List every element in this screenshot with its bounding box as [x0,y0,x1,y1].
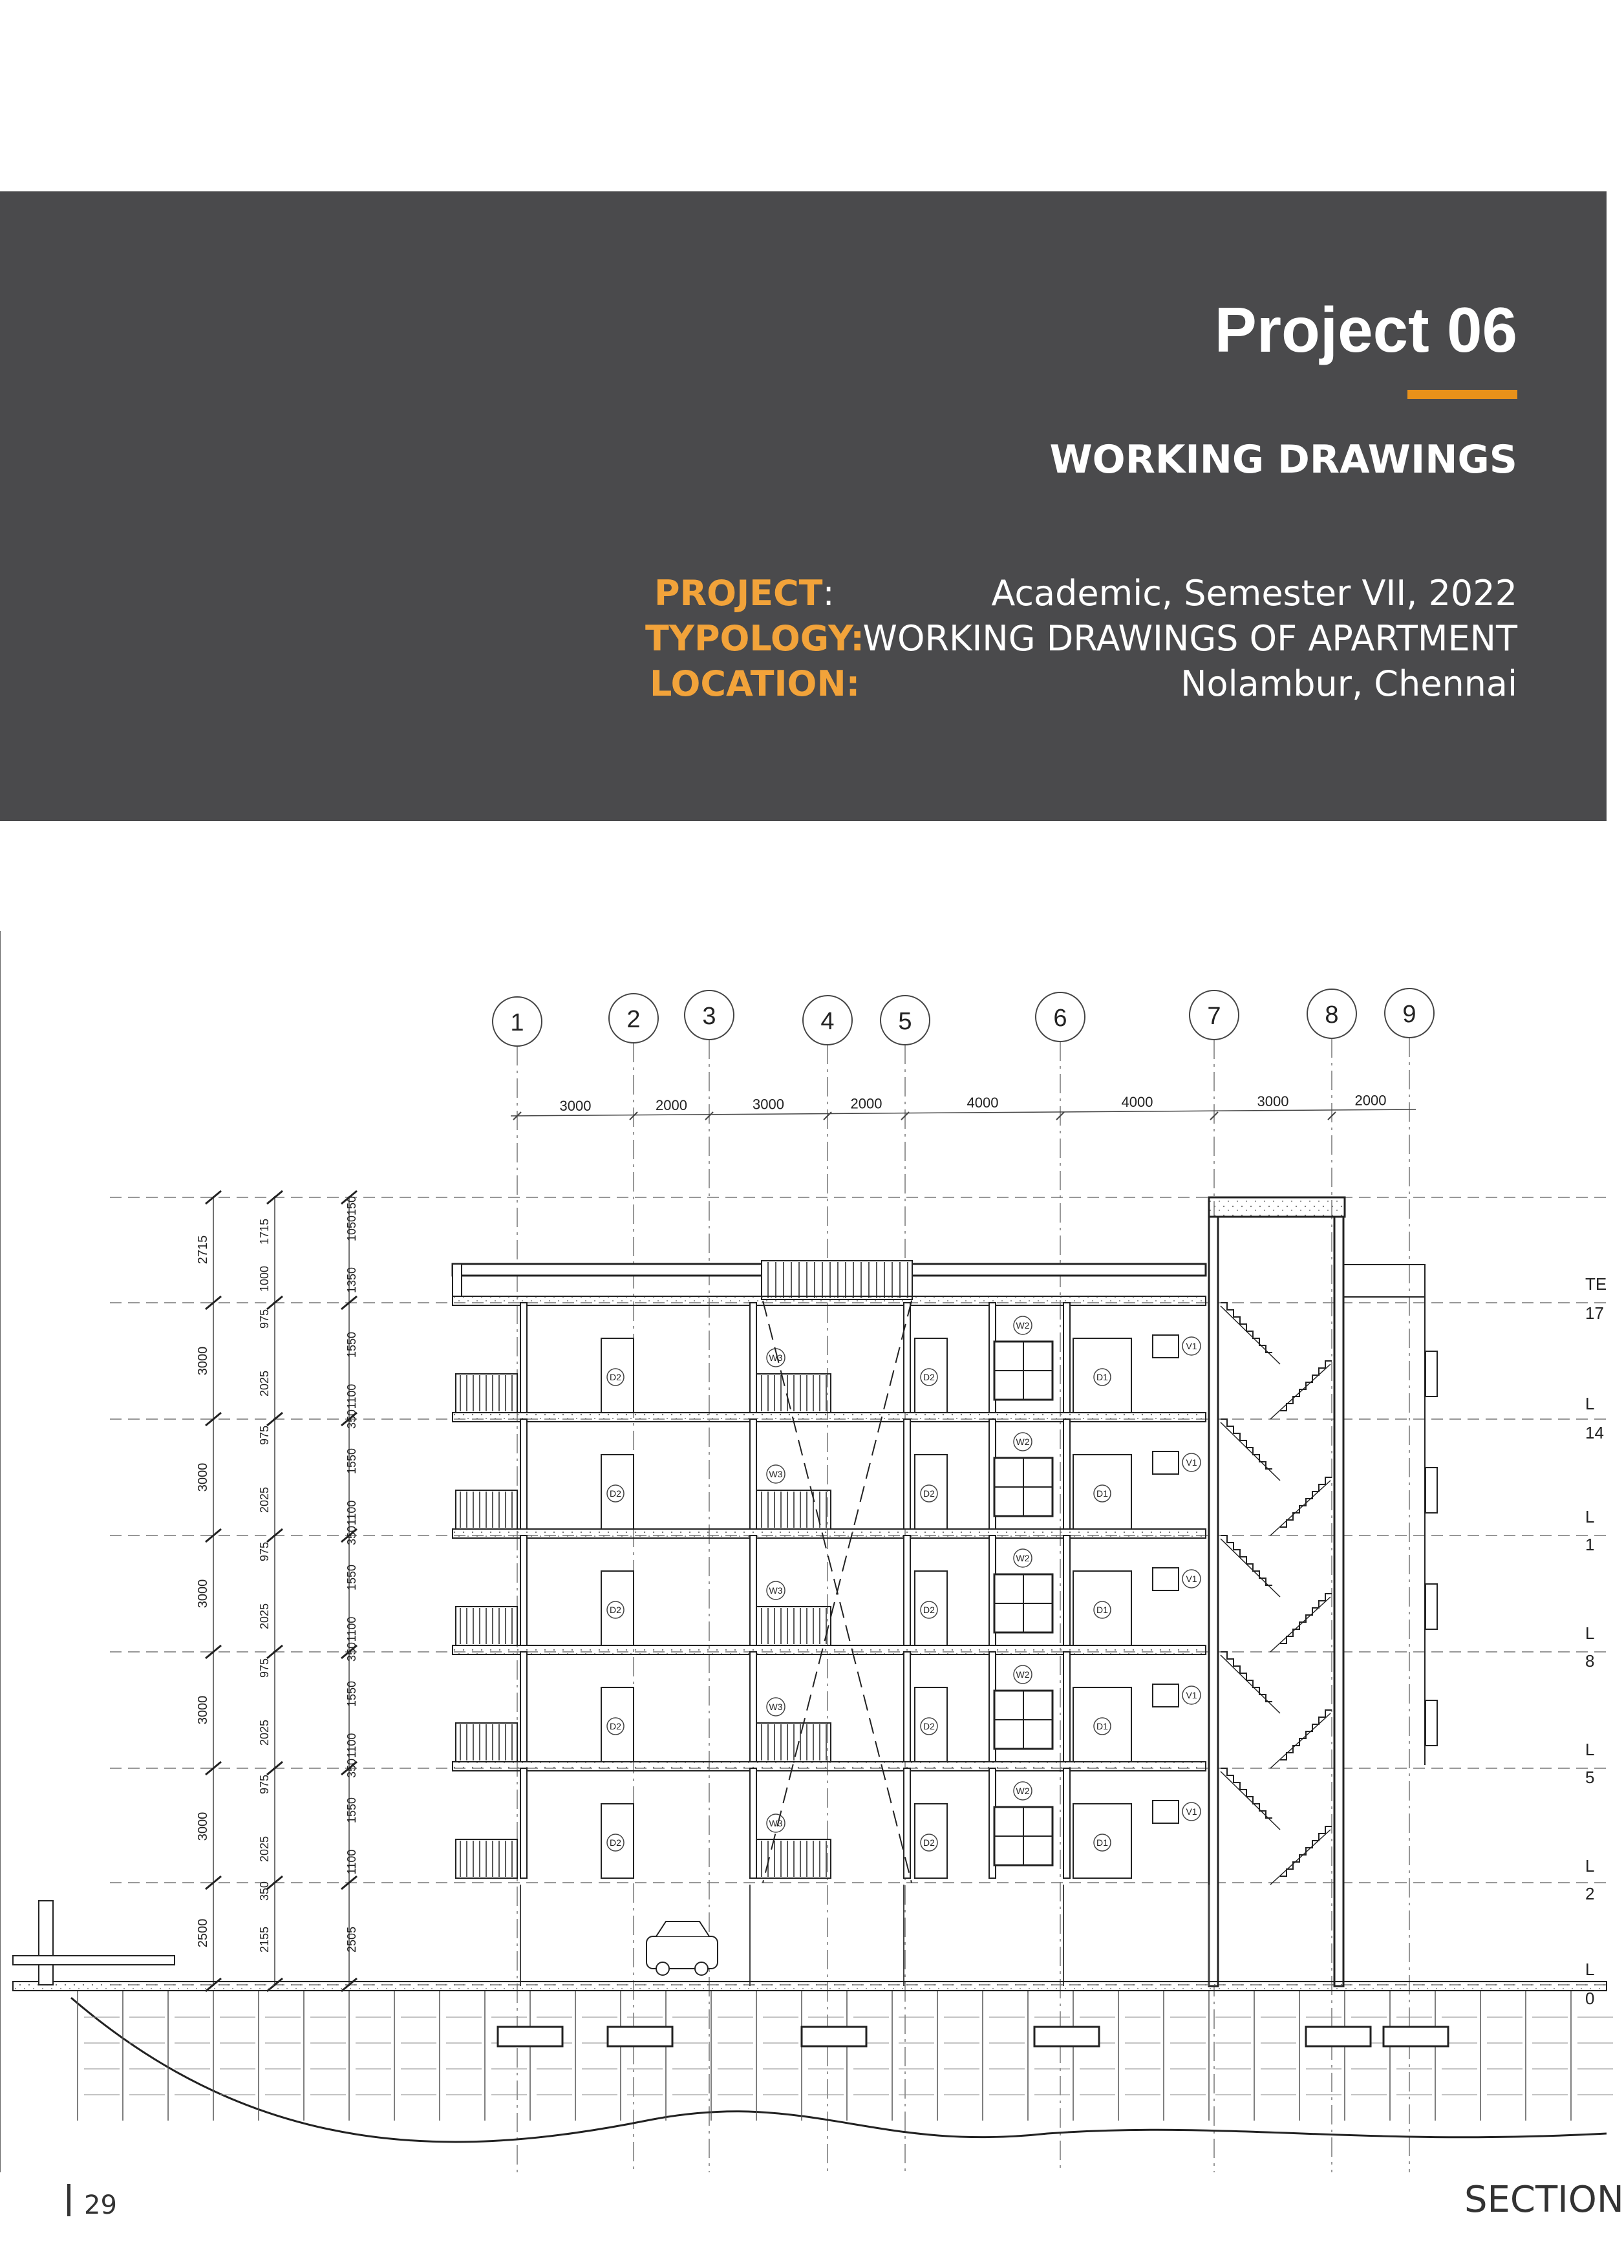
window-tag-label: W3 [769,1585,783,1596]
grid-bubble-label: 1 [510,1009,524,1036]
stair-tower-roof [1209,1197,1345,1217]
left-dimension-strings [196,1191,358,1991]
sub-dimension-label: 975 [258,1774,271,1795]
footing [1034,2027,1099,2046]
car [646,1936,718,1969]
stair-handrail [1221,1655,1280,1713]
sub-dimension-label: 975 [258,1309,271,1329]
ventilator [1153,1451,1179,1474]
wall [750,1535,756,1645]
level-label: 2 [1585,1884,1595,1903]
stair-handrail [1221,1306,1280,1364]
sub-dimension-label: 350 [345,1758,358,1779]
door-tag-label: D2 [923,1721,935,1731]
sub-dimension-label: 1100 [345,1616,358,1642]
info-value-typology: WORKING DRAWINGS OF APARTMENT [862,618,1517,659]
level-label: 17 [1585,1303,1604,1323]
stair-flight [1221,1303,1272,1353]
level-label: 8 [1585,1651,1595,1671]
floor-height-label: 2715 [196,1235,210,1265]
sub-dimension-label: 1100 [345,1384,358,1409]
wall [520,1419,527,1529]
sub-dimension-label: 2155 [258,1926,271,1953]
sub-dimension-label: 2025 [258,1603,271,1630]
info-label-typology: TYPOLOGY: [645,618,864,659]
side-window [1426,1351,1437,1396]
header-band [0,191,1607,821]
wall [520,1768,527,1878]
car-wheel [695,1962,708,1975]
sub-dimension-label: 2505 [345,1926,358,1953]
annex-roof [1343,1265,1425,1297]
ground-foundation [13,1901,1613,2142]
door-tag-label: D1 [1096,1488,1108,1499]
info-label-location: LOCATION: [650,663,860,704]
level-label: 14 [1585,1423,1604,1442]
wall [904,1303,910,1413]
page-number: 29 [84,2190,117,2220]
sub-dimension-label: 1100 [345,1849,358,1875]
grid-bubble-label: 6 [1053,1005,1067,1032]
footing [498,2027,562,2046]
wall [750,1303,756,1413]
footing [802,2027,866,2046]
sub-dimension-label: 2025 [258,1370,271,1397]
ground-profile [71,1998,1607,2142]
bay-dimension-label: 3000 [753,1096,784,1113]
level-label: L [1585,1394,1595,1413]
wall [750,1768,756,1878]
door-tag-label: D1 [1096,1837,1108,1848]
plinth-slab [13,1982,1607,1991]
wall [1063,1535,1070,1645]
level-label: 5 [1585,1768,1595,1787]
sub-dimension-label: 1050 [345,1215,358,1242]
bay-dimensions [511,1093,1416,1120]
building-section [453,1197,1437,1986]
sub-dimension-label: 975 [258,1541,271,1562]
door-tag-label: D2 [923,1837,935,1848]
door-tag-label: D2 [610,1721,621,1731]
wall [1063,1303,1070,1413]
side-window [1426,1584,1437,1629]
window-tag-label: W3 [769,1469,783,1479]
bay-dimension-label: 2000 [1354,1092,1387,1109]
stair-handrail [1270,1830,1330,1885]
window-tag-label: W3 [769,1702,783,1712]
sub-dimension-label: 2025 [258,1719,271,1746]
roof-railing [762,1261,912,1300]
stair-handrail [1270,1364,1330,1419]
sub-dimension-label: 1550 [345,1797,358,1824]
door-tag-label: D2 [610,1605,621,1615]
level-label: TE [1585,1274,1607,1294]
floor-height-label: 3000 [196,1695,210,1725]
sub-dimension-label: 1715 [258,1218,271,1245]
door-tag-label: D1 [1096,1721,1108,1731]
level-label: L [1585,1960,1595,1979]
sub-dimension-label: 350 [345,1525,358,1546]
sub-dimension-label: 150 [345,1195,358,1216]
stair-handrail [1221,1422,1280,1481]
sub-dimension-label: 975 [258,1425,271,1446]
floor-slab [453,1645,1206,1654]
floor-height-label: 3000 [196,1812,210,1841]
title-accent-rule [1407,390,1517,399]
dimension-line [511,1109,1416,1116]
vent-tag-label: V1 [1186,1457,1197,1468]
parapet [453,1264,462,1296]
window-tag-label: W2 [1016,1320,1030,1331]
wall [1063,1419,1070,1529]
ventilator [1153,1684,1179,1707]
ventilator [1153,1568,1179,1590]
sub-dimension-label: 1550 [345,1448,358,1475]
bay-dimension-label: 3000 [559,1098,592,1114]
info-label-project: PROJECT: [654,573,835,614]
window-tag-label: W2 [1016,1786,1030,1796]
stair-handrail [1221,1539,1280,1597]
door-tag-label: D2 [610,1488,621,1499]
vent-tag-label: V1 [1186,1690,1197,1700]
footing [1306,2027,1371,2046]
grid-bubble-label: 7 [1207,1003,1221,1030]
wall [520,1303,527,1413]
stair-flight [1221,1535,1272,1585]
door-tag-label: D2 [610,1372,621,1382]
stair-handrail [1270,1713,1330,1768]
stair-flight [1221,1768,1272,1818]
page-number-bar [67,2184,70,2216]
door-tag-label: D2 [923,1605,935,1615]
footing [608,2027,672,2046]
level-label: L [1585,1740,1595,1759]
sub-dimension-label: 2025 [258,1835,271,1863]
floor-slab [453,1413,1206,1422]
ventilator [1153,1801,1179,1823]
door-tag-label: D2 [923,1372,935,1382]
grid-bubble-label: 2 [626,1006,641,1033]
vent-tag-label: V1 [1186,1806,1197,1817]
info-value-project: Academic, Semester VII, 2022 [991,573,1517,614]
window-tag-label: W2 [1016,1553,1030,1563]
door-tag-label: D1 [1096,1372,1108,1382]
stair-tower-wall [1209,1217,1218,1986]
level-label: 1 [1585,1535,1595,1554]
side-window [1426,1700,1437,1746]
vent-tag-label: V1 [1186,1574,1197,1584]
sub-dimension-label: 350 [345,1642,358,1662]
floor-height-label: 3000 [196,1346,210,1376]
level-lines [110,1197,1607,1985]
floor-height-label: 3000 [196,1579,210,1609]
vent-tag-label: V1 [1186,1341,1197,1351]
sub-dimension-label: 2025 [258,1486,271,1514]
wall [904,1652,910,1762]
bay-dimension-label: 4000 [1121,1094,1153,1110]
floor-height-label: 3000 [196,1462,210,1492]
sub-dimension-label: 350 [345,1409,358,1429]
project-title: Project 06 [1214,294,1517,365]
sub-dimension-label: 1100 [345,1733,358,1759]
floor-slab [453,1762,1206,1771]
wall [904,1535,910,1645]
project-subtitle: WORKING DRAWINGS [1049,437,1517,482]
stair-handrail [1270,1481,1330,1535]
compound-wall [39,1901,53,1985]
stair-flight [1221,1652,1272,1702]
level-label: L [1585,1507,1595,1526]
floor-slab [453,1529,1206,1538]
wall [904,1768,910,1878]
level-label: L [1585,1623,1595,1643]
section-label: SECTION [1464,2179,1624,2221]
wall [1063,1768,1070,1878]
door-tag-label: D2 [923,1488,935,1499]
window-tag-label: W2 [1016,1437,1030,1447]
level-label: L [1585,1856,1595,1876]
stair-flight [1221,1419,1272,1469]
sub-dimension-label: 1000 [258,1265,271,1292]
grid-bubble-label: 8 [1325,1001,1339,1029]
sub-dimension-label: 1100 [345,1500,358,1526]
side-window [1426,1468,1437,1513]
stair-handrail [1221,1771,1280,1830]
footing [1384,2027,1448,2046]
wall [750,1419,756,1529]
car-roof [656,1921,709,1936]
wall [1063,1652,1070,1762]
sub-dimension-label: 1350 [345,1267,358,1294]
wall [904,1419,910,1529]
sub-dimension-label: 1550 [345,1680,358,1707]
window-tag-label: W2 [1016,1669,1030,1680]
bay-dimension-label: 4000 [967,1095,999,1111]
stair-tower-wall [1334,1217,1343,1986]
car-wheel [656,1962,669,1975]
floor-height-label: 2500 [196,1918,210,1948]
wall [520,1535,527,1645]
sub-dimension-label: 975 [258,1658,271,1678]
grid-bubble-label: 5 [898,1008,912,1035]
window-tag-label: W3 [769,1818,783,1828]
info-value-location: Nolambur, Chennai [1181,663,1517,704]
sub-dimension-label: 350 [258,1881,271,1901]
sub-dimension-label: 1550 [345,1564,358,1591]
ventilator [1153,1335,1179,1358]
door-tag-label: D2 [610,1837,621,1848]
gate-step [13,1956,175,1965]
sub-dimension-label: 1550 [345,1331,358,1358]
grid-bubble-label: 9 [1402,1001,1416,1028]
level-label: 0 [1585,1989,1595,2008]
wall [520,1652,527,1762]
section-drawing [0,905,1607,2172]
bay-dimension-label: 2000 [850,1095,882,1112]
window-tag-label: W3 [769,1353,783,1363]
bay-dimension-label: 3000 [1257,1093,1289,1109]
bay-dimension-label: 2000 [656,1097,687,1113]
grid-bubble-label: 3 [702,1003,716,1030]
door-tag-label: D1 [1096,1605,1108,1615]
grid-bubble-label: 4 [820,1008,835,1035]
level-labels [1585,1274,1607,2008]
stair-handrail [1270,1597,1330,1652]
wall [750,1652,756,1762]
floor-slab [453,1296,1206,1305]
